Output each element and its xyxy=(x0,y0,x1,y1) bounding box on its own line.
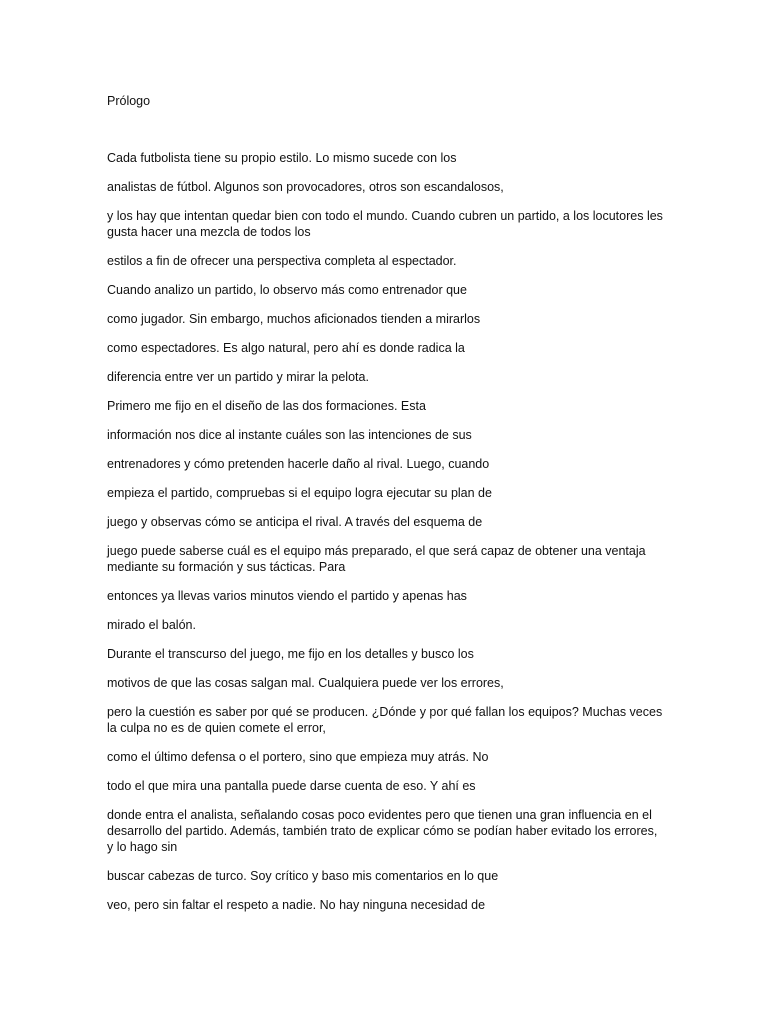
paragraph: diferencia entre ver un partido y mirar la pelota. xyxy=(107,370,369,384)
paragraph: como espectadores. Es algo natural, pero ahí es donde radica la xyxy=(107,341,465,355)
paragraph: juego y observas cómo se anticipa el rival. A través del esquema de xyxy=(107,515,483,529)
document-title: Prólogo xyxy=(107,94,151,108)
paragraph: información nos dice al instante cuáles son las intenciones de sus xyxy=(107,428,472,442)
paragraph: Cada futbolista tiene su propio estilo. Lo mismo sucede con los xyxy=(107,151,457,165)
paragraph: Durante el transcurso del juego, me fijo en los detalles y busco los xyxy=(107,647,474,661)
paragraph: motivos de que las cosas salgan mal. Cualquiera puede ver los errores, xyxy=(107,676,504,690)
paragraph: estilos a fin de ofrecer una perspectiva completa al espectador. xyxy=(107,254,457,268)
paragraph: pero la cuestión es saber por qué se producen. ¿Dónde y por qué fallan los equipos? Muchas veces la culpa no es de quien comete el error, xyxy=(107,705,663,735)
paragraph: juego puede saberse cuál es el equipo más preparado, el que será capaz de obtener una ventaja mediante su formación y sus tácticas. Para xyxy=(107,544,646,574)
paragraph: y los hay que intentan quedar bien con todo el mundo. Cuando cubren un partido, a los locutores les gusta hacer una mezcla de todos los xyxy=(107,209,663,239)
paragraph: como el último defensa o el portero, sino que empieza muy atrás. No xyxy=(107,750,489,764)
paragraph: veo, pero sin faltar el respeto a nadie. No hay ninguna necesidad de xyxy=(107,898,486,912)
paragraph: empieza el partido, compruebas si el equipo logra ejecutar su plan de xyxy=(107,486,492,500)
paragraph: buscar cabezas de turco. Soy crítico y baso mis comentarios en lo que xyxy=(107,869,499,883)
paragraph: analistas de fútbol. Algunos son provocadores, otros son escandalosos, xyxy=(107,180,504,194)
paragraph: Cuando analizo un partido, lo observo más como entrenador que xyxy=(107,283,467,297)
paragraph: donde entra el analista, señalando cosas poco evidentes pero que tienen una gran influencia en el desarrollo del partido. Además, también trato de explicar cómo se podían haber evitado los errores, y lo hago sin xyxy=(107,808,658,854)
paragraph: todo el que mira una pantalla puede darse cuenta de eso. Y ahí es xyxy=(107,779,476,793)
paragraph: como jugador. Sin embargo, muchos aficionados tienden a mirarlos xyxy=(107,312,481,326)
paragraph: Primero me fijo en el diseño de las dos formaciones. Esta xyxy=(107,399,426,413)
paragraph: entrenadores y cómo pretenden hacerle daño al rival. Luego, cuando xyxy=(107,457,490,471)
document-body xyxy=(107,150,667,926)
paragraph: entonces ya llevas varios minutos viendo el partido y apenas has xyxy=(107,589,467,603)
paragraph: mirado el balón. xyxy=(107,618,196,632)
